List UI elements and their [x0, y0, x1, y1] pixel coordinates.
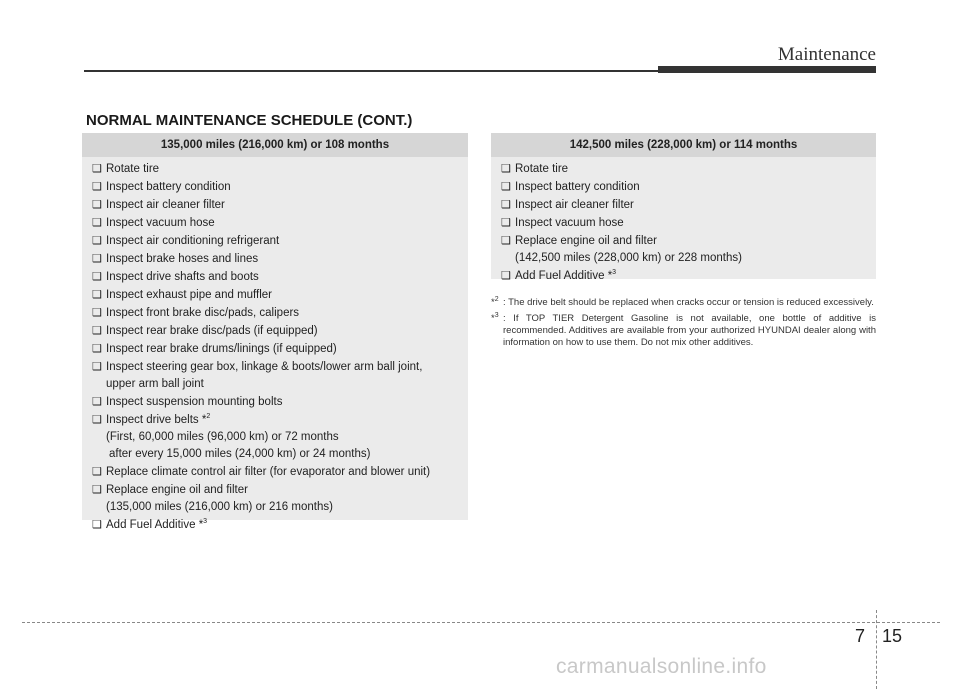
checkbox-icon: ❑: [92, 235, 102, 247]
checkbox-icon: ❑: [501, 235, 511, 247]
list-item: [501, 197, 866, 214]
checkbox-icon: ❑: [92, 519, 102, 531]
list-item-text: Inspect drive belts *$^2$: [106, 413, 211, 426]
footnote-ref: 2: [206, 413, 211, 421]
list-item: [92, 233, 458, 250]
list-item-text: Add Fuel Additive *$^3$: [515, 269, 617, 282]
checkbox-icon: ❑: [92, 271, 102, 283]
header-rule-thin: [84, 70, 664, 72]
footnote: [491, 313, 876, 349]
table-heading: 135,000 miles (216,000 km) or 108 months: [82, 133, 468, 157]
checkbox-icon: ❑: [501, 163, 511, 175]
page-header-title: Maintenance: [777, 44, 876, 65]
list-item: [92, 359, 458, 393]
list-item: [92, 287, 458, 304]
footer-divider: [22, 622, 940, 623]
list-item: [92, 412, 458, 463]
table-body: [82, 157, 468, 541]
checkbox-icon: ❑: [92, 396, 102, 408]
checkbox-icon: ❑: [92, 163, 102, 175]
list-item: [92, 482, 458, 516]
checkbox-icon: ❑: [501, 181, 511, 193]
list-item-text: Replace engine oil and filter: [106, 484, 248, 496]
list-item-text: Add Fuel Additive *$^3$: [106, 518, 208, 531]
footnote-mark: *$^3$: [491, 311, 499, 324]
list-item: [501, 215, 866, 232]
list-item: [92, 197, 458, 214]
list-item: [92, 394, 458, 411]
list-item: [92, 179, 458, 196]
list-item-text: Inspect brake hoses and lines: [106, 253, 259, 265]
list-item: [92, 161, 458, 178]
list-item-detail: upper arm ball joint: [106, 378, 204, 390]
checkbox-icon: ❑: [92, 343, 102, 355]
list-item: [92, 341, 458, 358]
checkbox-icon: ❑: [501, 217, 511, 229]
list-item-text: Inspect rear brake drums/linings (if equipped): [106, 343, 337, 355]
list-item-text: Rotate tire: [515, 163, 569, 175]
list-item-text: Inspect air conditioning refrigerant: [106, 235, 280, 247]
list-item-text: Inspect drive shafts and boots: [106, 271, 259, 283]
checkbox-icon: ❑: [92, 217, 102, 229]
watermark[interactable]: carmanualsonline.info: [556, 655, 767, 678]
table-heading: 142,500 miles (228,000 km) or 114 months: [491, 133, 876, 157]
checkbox-icon: ❑: [92, 199, 102, 211]
list-item: [501, 233, 866, 267]
footnote: [491, 297, 876, 309]
list-item-detail: (142,500 miles (228,000 km) or 228 months): [515, 252, 742, 264]
list-item-text: Inspect suspension mounting bolts: [106, 396, 283, 408]
checkbox-icon: ❑: [92, 325, 102, 337]
list-item: [501, 161, 866, 178]
list-item-text: Inspect air cleaner filter: [106, 199, 225, 211]
list-item-text: Inspect battery condition: [106, 181, 231, 193]
list-item: [92, 323, 458, 340]
checkbox-icon: ❑: [92, 253, 102, 265]
list-item: [92, 269, 458, 286]
checkbox-icon: ❑: [501, 199, 511, 211]
checkbox-icon: ❑: [92, 414, 102, 426]
footnote-ref: 3: [203, 518, 208, 526]
footnote-text: : The drive belt should be replaced when cracks occur or tension is reduced excessively.: [503, 297, 874, 308]
list-item-text: Inspect battery condition: [515, 181, 640, 193]
footnote-ref: 3: [612, 269, 617, 277]
checkbox-icon: ❑: [501, 270, 511, 282]
schedule-table-142500: [491, 133, 876, 282]
list-item: [92, 251, 458, 268]
list-item: [92, 305, 458, 322]
list-item-text: Replace engine oil and filter: [515, 235, 657, 247]
footer-vertical-divider: [876, 610, 877, 689]
checkbox-icon: ❑: [92, 181, 102, 193]
list-item: [501, 179, 866, 196]
footnotes: [491, 297, 876, 353]
list-item-text: Rotate tire: [106, 163, 160, 175]
list-item-text: Inspect air cleaner filter: [515, 199, 634, 211]
list-item-text: Replace climate control air filter (for evaporator and blower unit): [106, 466, 431, 478]
table-body: [491, 157, 876, 292]
checkbox-icon: ❑: [92, 466, 102, 478]
footnote-mark: *$^2$: [491, 295, 499, 308]
list-item-detail: (First, 60,000 miles (96,000 km) or 72 months: [106, 431, 339, 443]
list-item-text: Inspect rear brake disc/pads (if equipped): [106, 325, 318, 337]
list-item: [92, 464, 458, 481]
list-item-text: Inspect vacuum hose: [515, 217, 624, 229]
checkbox-icon: ❑: [92, 361, 102, 373]
chapter-number: 7: [855, 626, 866, 646]
list-item-text: Inspect front brake disc/pads, calipers: [106, 307, 300, 319]
list-item: [92, 517, 458, 534]
checkbox-icon: ❑: [92, 307, 102, 319]
list-item: [92, 215, 458, 232]
list-item: [501, 268, 866, 285]
list-item-detail: after every 15,000 miles (24,000 km) or 24 months): [109, 448, 371, 460]
footnote-text: : If TOP TIER Detergent Gasoline is not available, one bottle of additive is recommended. Additives are available from your authorized HYUNDAI dealer along with information on how to use them. Do not mix other additives.: [503, 313, 876, 348]
checkbox-icon: ❑: [92, 484, 102, 496]
header-rule-thick: [658, 66, 876, 73]
page-number: 15: [882, 626, 903, 646]
section-title: NORMAL MAINTENANCE SCHEDULE (CONT.): [86, 112, 413, 129]
list-item-text: Inspect steering gear box, linkage & boots/lower arm ball joint,: [106, 361, 423, 373]
list-item-detail: (135,000 miles (216,000 km) or 216 months): [106, 501, 333, 513]
list-item-text: Inspect exhaust pipe and muffler: [106, 289, 273, 301]
list-item-text: Inspect vacuum hose: [106, 217, 215, 229]
schedule-table-135000: [82, 133, 468, 531]
checkbox-icon: ❑: [92, 289, 102, 301]
